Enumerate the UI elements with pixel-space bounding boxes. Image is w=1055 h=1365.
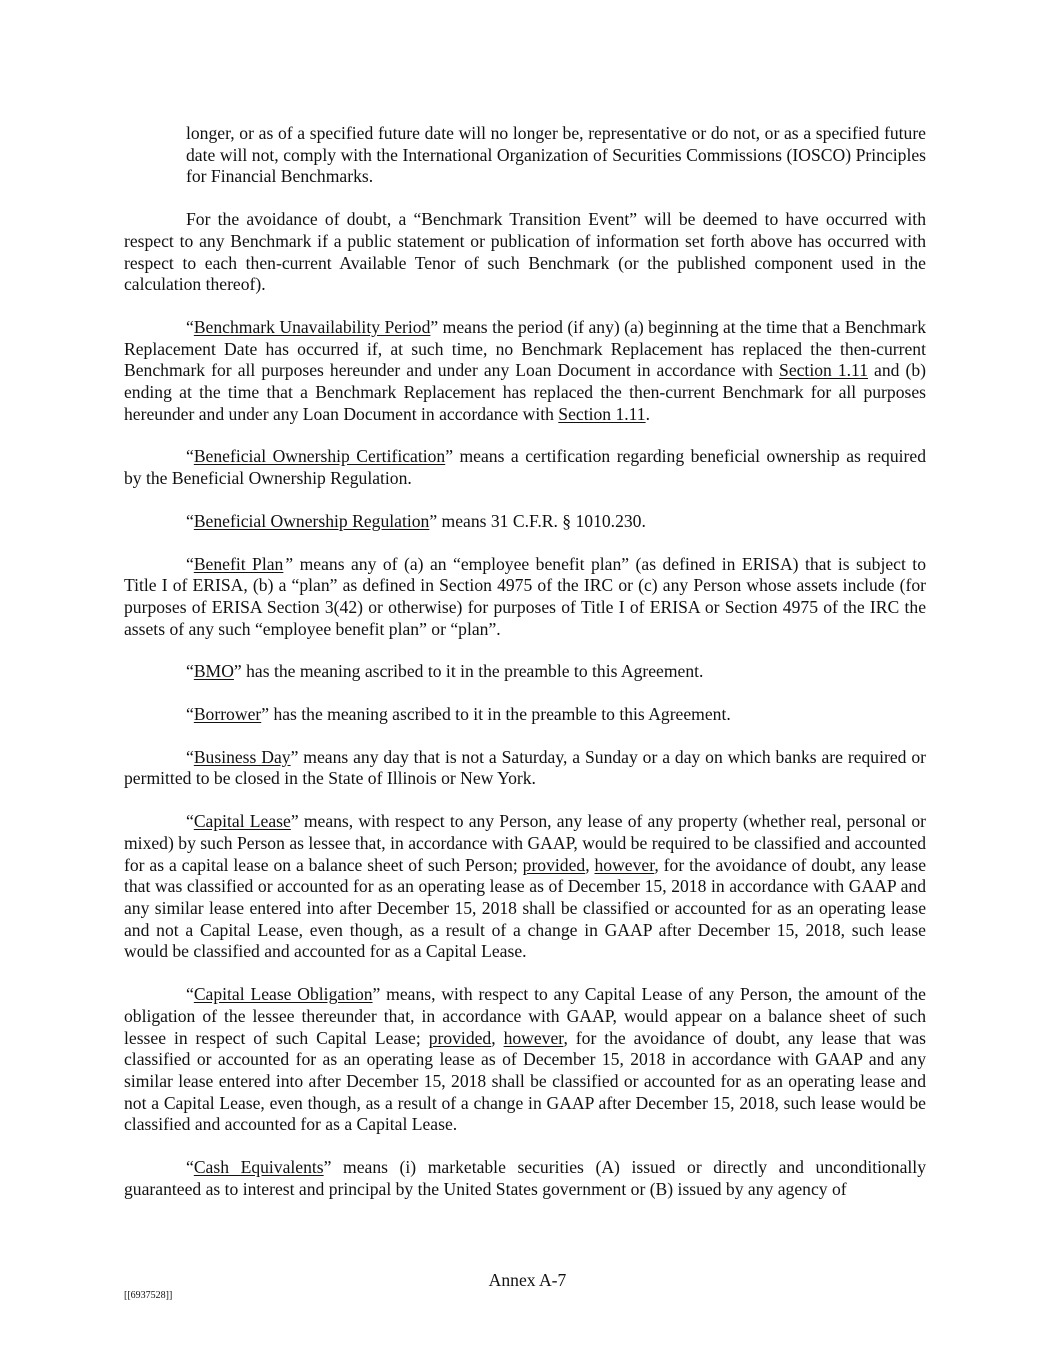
text-run: , for the avoidance of doubt, any lease that was classified or accounted for as an operating lease as of December 15, 2018 in accordance with GAAP and any similar lease entered into after December 15, 2018 shall be classified or accounted for as an operating lease and not a Capital Lease, even though, as a result of a change in GAAP after December 15, 2018, such lease would be classified and accounted for as a Capital Lease. xyxy=(124,1027,927,1135)
definition-beneficial-ownership-regulation xyxy=(124,511,926,533)
text-run: “ xyxy=(186,510,194,531)
defined-term: Capital Lease xyxy=(193,811,291,832)
paragraph-iosco-continuation xyxy=(124,123,926,188)
definition-borrower xyxy=(124,704,926,726)
defined-term: provided xyxy=(522,854,586,875)
defined-term: Capital Lease Obligation xyxy=(193,984,373,1005)
text-run: , xyxy=(491,1027,504,1048)
text-run: ” means a certification regarding beneficial ownership as required by the Beneficial Ownership Regulation. xyxy=(124,446,926,489)
text-run: ” means, with respect to any Capital Lease of any Person, the amount of the obligation of the lessee thereunder that, in accordance with GAAP, would appear on a balance sheet of such lessee in respect of such Capital Lease; xyxy=(124,984,926,1048)
text-run: ” means, with respect to any Person, any lease of any property (whether real, personal or mixed) by such Person as lessee that, in accordance with GAAP, would be required to be classified and accounted for as a capital lease on a balance sheet of such Person; xyxy=(124,811,926,875)
definition-benefit-plan xyxy=(124,554,926,641)
defined-term: Beneficial Ownership Regulation xyxy=(193,510,430,531)
text-run: “ xyxy=(186,746,194,767)
text-run: and (b) ending at the time that a Benchmark Replacement has replaced the then-current Benchmark for all purposes hereunder and under any Loan Document in accordance with xyxy=(124,360,927,424)
defined-term: Benefit Plan xyxy=(193,553,284,574)
defined-term: however xyxy=(594,854,655,875)
defined-term: Section 1.11 xyxy=(558,403,646,424)
text-run: “ xyxy=(186,316,194,337)
text-run: “ xyxy=(186,661,194,682)
text-run: For the avoidance of doubt, a “Benchmark Transition Event” will be deemed to have occurred with respect to any Benchmark if a public statement or publication of information set forth above has occurred with respect to each then-current Available Tenor of such Benchmark (or the published component used in the calculation thereof). xyxy=(124,209,926,295)
defined-term: Benchmark Unavailability Period xyxy=(193,316,431,337)
page-footer-label: Annex A-7 xyxy=(488,1270,567,1290)
definition-beneficial-ownership-certification xyxy=(124,446,926,489)
definition-cash-equivalents xyxy=(124,1157,926,1200)
text-run: ” has the meaning ascribed to it in the preamble to this Agreement. xyxy=(233,661,704,682)
defined-term: Section 1.11 xyxy=(779,360,868,381)
definition-capital-lease xyxy=(124,811,926,963)
text-run: “ xyxy=(186,984,194,1005)
text-run: , for the avoidance of doubt, any lease that was classified or accounted for as an operating lease as of December 15, 2018 in accordance with GAAP and any similar lease entered into after December 15, 2018 shall be classified or accounted for as an operating lease and not a Capital Lease, even though, as a result of a change in GAAP after December 15, 2018, such lease would be classified and accounted for as a Capital Lease. xyxy=(124,854,927,962)
text-run: means any of (a) an “employee benefit plan” (as defined in ERISA) that is subject to Title I of ERISA, (b) a “plan” as defined in Section 4975 of the IRC or (c) any Person whose assets include (for purposes of ERISA Section 3(42) or otherwise) for purposes of Title I of ERISA or Section 4975 of the IRC the assets of any such “employee benefit plan” or “plan”. xyxy=(124,553,926,639)
text-run: ” means any day that is not a Saturday, a Sunday or a day on which banks are required or permitted to be closed in the State of Illinois or New York. xyxy=(124,746,926,789)
definition-business-day xyxy=(124,747,926,790)
text-run: ” means the period (if any) (a) beginning at the time that a Benchmark Replacement Date has occurred if, at such time, no Benchmark Replacement has replaced the then-current Benchmark for all purposes hereunder and under any Loan Document in accordance with xyxy=(124,316,926,381)
text-run: ” means 31 C.F.R. § 1010.230. xyxy=(429,510,646,531)
document-page xyxy=(124,123,926,1200)
text-run: “ xyxy=(186,446,194,467)
definition-bmo xyxy=(124,661,926,683)
defined-term: BMO xyxy=(193,661,234,682)
text-run: “ xyxy=(186,704,194,725)
defined-term: however xyxy=(503,1027,564,1048)
text-run: “ xyxy=(186,811,194,832)
defined-term: provided xyxy=(428,1027,492,1048)
defined-term: Business Day xyxy=(193,746,291,767)
paragraph-avoidance-of-doubt xyxy=(124,209,926,296)
document-id: [[6937528]] xyxy=(124,1290,173,1301)
text-run: , xyxy=(585,854,595,875)
text-run: ” has the meaning ascribed to it in the preamble to this Agreement. xyxy=(261,704,731,725)
text-run: “ xyxy=(186,553,194,574)
definition-capital-lease-obligation xyxy=(124,984,926,1136)
text-run: “ xyxy=(186,1157,194,1178)
text-run: ” means (i) marketable securities (A) issued or directly and unconditionally guaranteed as to interest and principal by the United States government or (B) issued by any agency of xyxy=(124,1157,926,1199)
text-run: longer, or as of a specified future date will no longer be, representative or do not, or as a specified future date will not, comply with the International Organization of Securities Commissions (IOSCO) Principles for Financial Benchmarks. xyxy=(186,123,926,187)
defined-term: Cash Equivalents xyxy=(193,1157,324,1178)
italic-text: ” xyxy=(283,553,294,574)
defined-term: Borrower xyxy=(193,704,262,725)
definition-benchmark-unavailability-period xyxy=(124,317,926,426)
defined-term: Beneficial Ownership Certification xyxy=(193,446,446,467)
text-run: . xyxy=(645,403,651,424)
